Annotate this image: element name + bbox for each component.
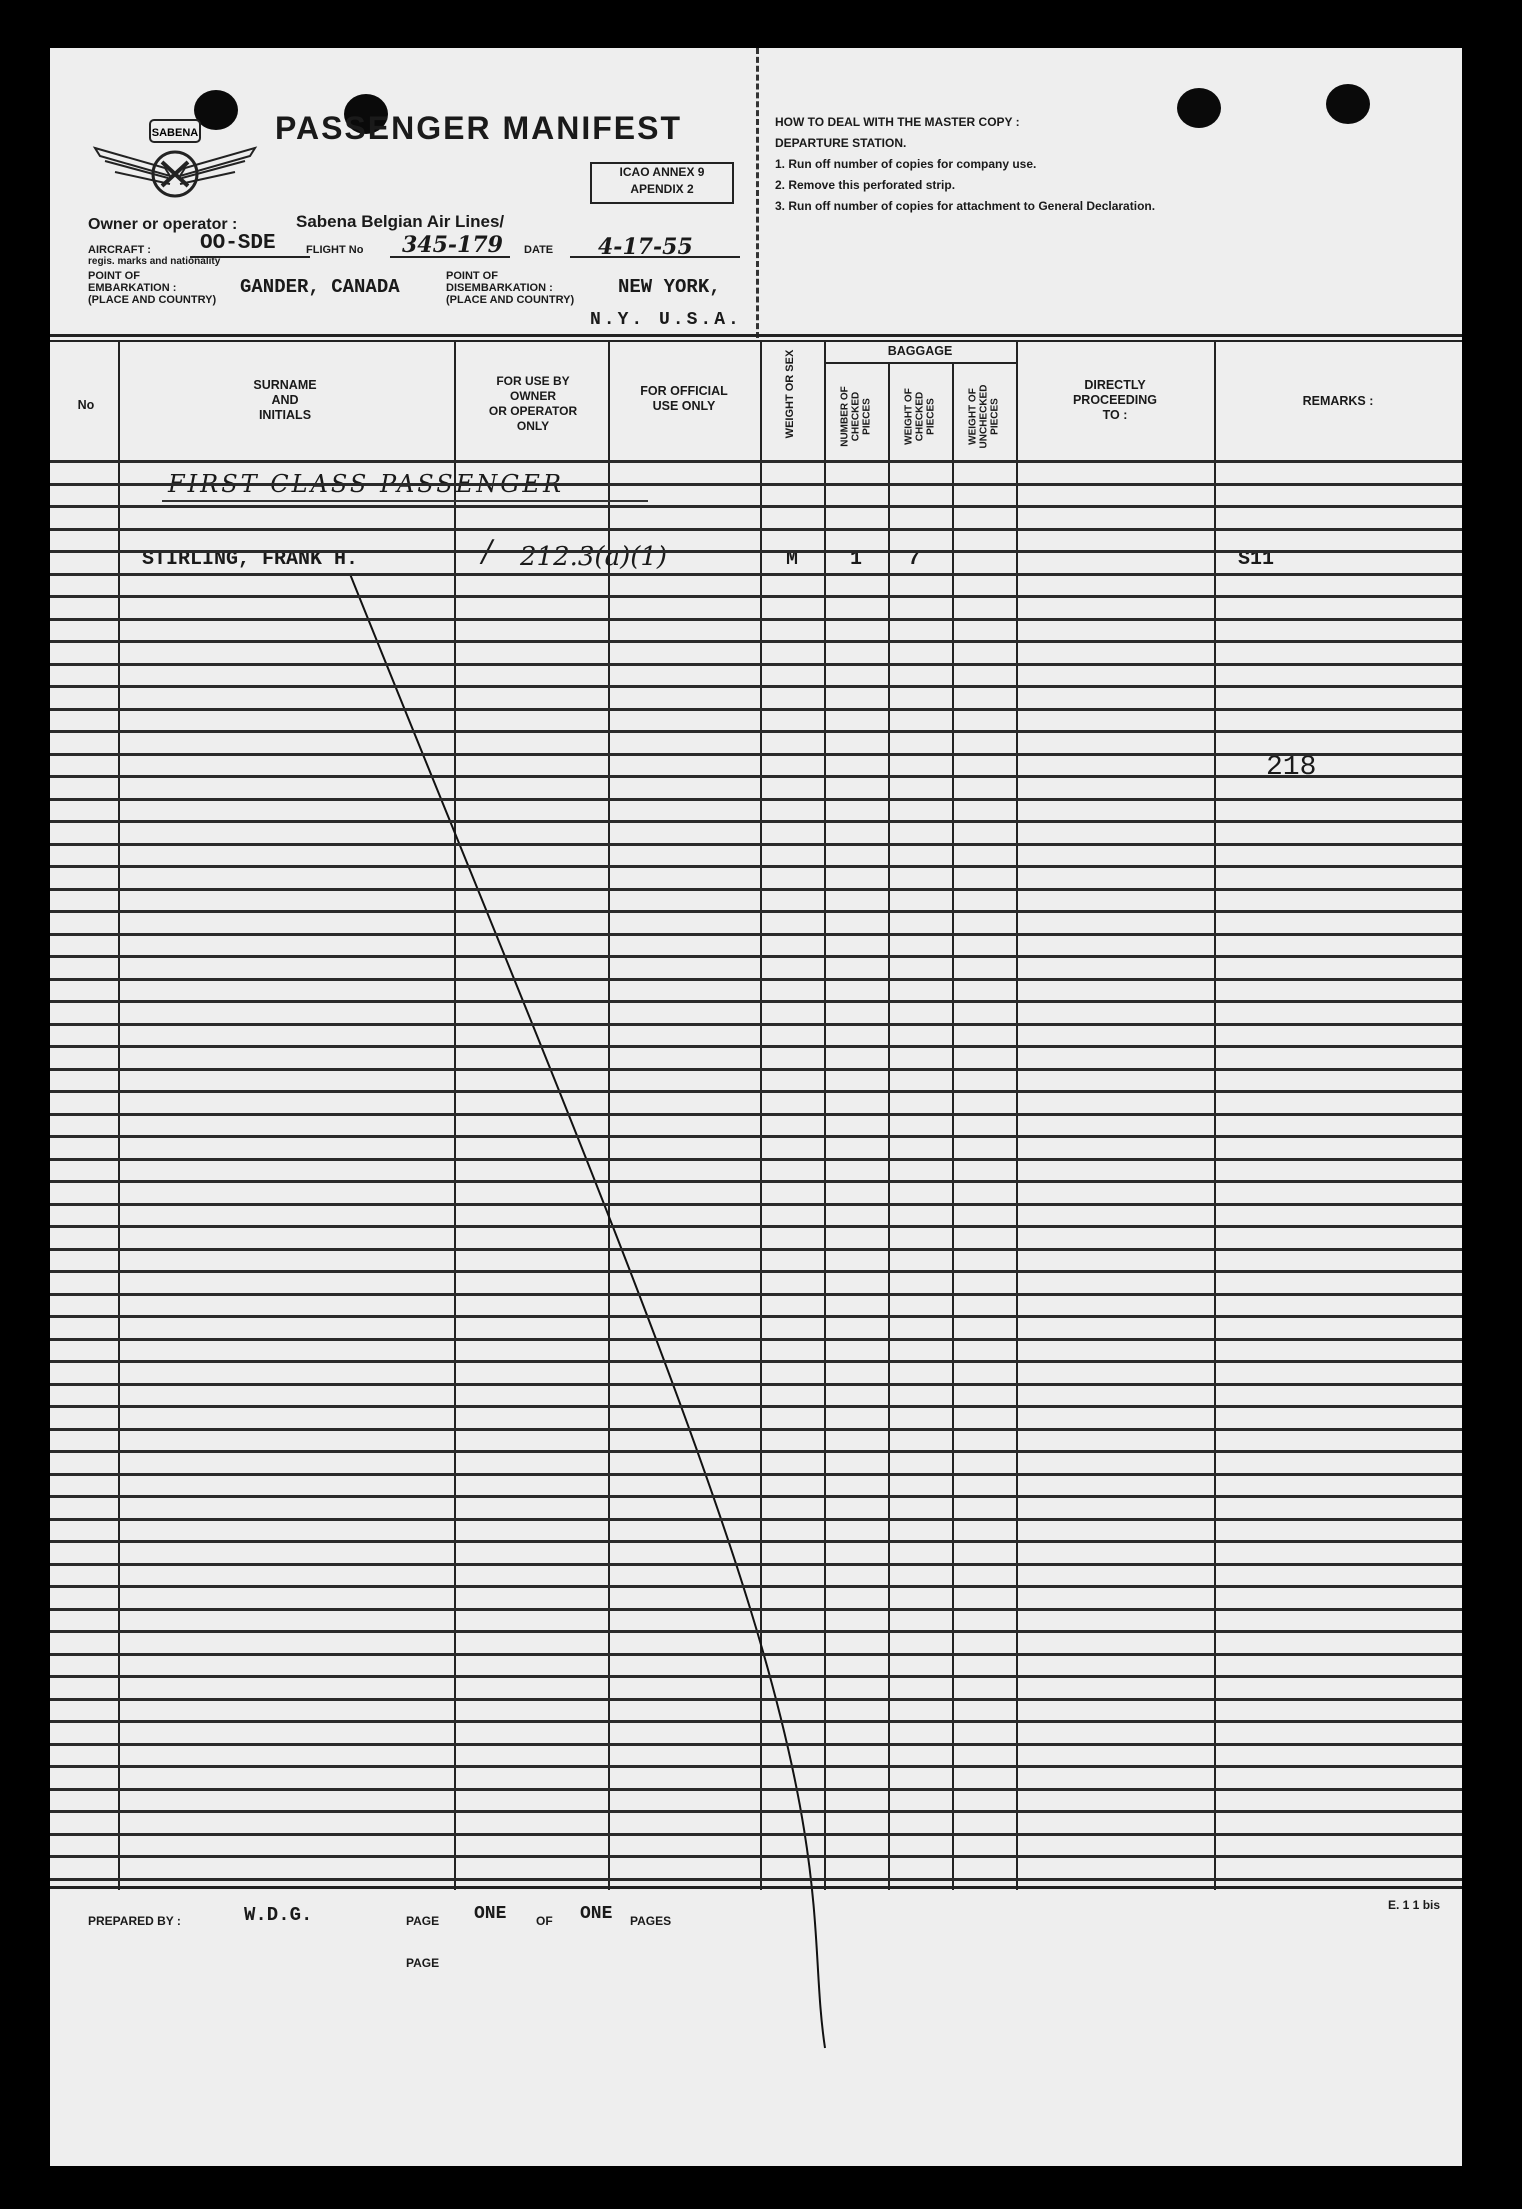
- table-row-line: [50, 1090, 1462, 1093]
- table-row-line: [50, 1450, 1462, 1453]
- table-row-line: [50, 1000, 1462, 1003]
- page-value: ONE: [474, 1904, 507, 1924]
- col-header-weight-sex: WEIGHT OR SEX: [784, 349, 796, 439]
- of-label: OF: [536, 1914, 553, 1928]
- prepared-value: W.D.G.: [244, 1904, 313, 1926]
- table-row-line: [50, 1810, 1462, 1813]
- logo-text: SABENA: [151, 127, 199, 139]
- col-header-weight-unchecked: WEIGHT OF UNCHECKED PIECES: [967, 384, 1001, 449]
- col-header-owner-use: FOR USE BY OWNER OR OPERATOR ONLY: [488, 374, 578, 433]
- table-row-line: [50, 1765, 1462, 1768]
- embark-value: GANDER, CANADA: [240, 276, 400, 298]
- table-row-line: [50, 865, 1462, 868]
- icao-line-1: ICAO ANNEX 9: [619, 165, 705, 179]
- diagonal-strike-line: [50, 48, 1462, 2166]
- col-header-official-use: FOR OFFICIAL USE ONLY: [640, 384, 728, 413]
- page-title: PASSENGER MANIFEST: [275, 110, 682, 146]
- table-row-line: [50, 1203, 1462, 1206]
- table-row-line: [50, 910, 1462, 913]
- table-row-line: [50, 483, 1462, 486]
- table-row-line: [50, 798, 1462, 801]
- embark-label-1: POINT OF: [88, 270, 140, 282]
- table-row-line: [50, 1068, 1462, 1071]
- table-row-line: [50, 843, 1462, 846]
- table-row-line: [50, 730, 1462, 733]
- instruction-line: HOW TO DEAL WITH THE MASTER COPY :: [775, 115, 1020, 129]
- table-row-line: [50, 505, 1462, 508]
- table-row-line: [50, 1045, 1462, 1048]
- embark-label-2: EMBARKATION :: [88, 282, 177, 294]
- col-header-weight-checked: WEIGHT OF CHECKED PIECES: [903, 388, 937, 445]
- table-row-line: [50, 1023, 1462, 1026]
- col-header-remarks: REMARKS :: [1302, 394, 1374, 408]
- table-row-line: [50, 888, 1462, 891]
- table-row-line: [50, 1788, 1462, 1791]
- table-row-line: [50, 460, 1462, 463]
- disembark-label-2: DISEMBARKATION :: [446, 282, 553, 294]
- table-row-line: [50, 933, 1462, 936]
- col-header-no: No: [77, 398, 95, 412]
- manifest-sheet: [50, 48, 1462, 2166]
- table-row-line: [50, 573, 1462, 576]
- num-pieces: 1: [850, 548, 863, 571]
- table-row-line: [50, 1608, 1462, 1611]
- footer-rule: [50, 1886, 1462, 1889]
- flight-value: 345-179: [402, 232, 503, 258]
- table-row-line: [50, 1473, 1462, 1476]
- table-row-line: [50, 1360, 1462, 1363]
- table-row-line: [50, 1383, 1462, 1386]
- table-row-line: [50, 640, 1462, 643]
- form-code: E. 1 1 bis: [1388, 1898, 1441, 1912]
- table-row-line: [50, 1698, 1462, 1701]
- instruction-line: DEPARTURE STATION.: [775, 136, 907, 150]
- table-row-line: [50, 1563, 1462, 1566]
- table-row-line: [50, 1113, 1462, 1116]
- col-header-surname: SURNAME AND INITIALS: [253, 378, 317, 422]
- table-row-line: [50, 1315, 1462, 1318]
- table-row-line: [50, 1855, 1462, 1858]
- page2-label: PAGE: [406, 1956, 440, 1970]
- table-row-line: [50, 1270, 1462, 1273]
- table-row-line: [50, 663, 1462, 666]
- col-header-num-checked: NUMBER OF CHECKED PIECES: [839, 386, 873, 447]
- aircraft-label: AIRCRAFT :: [88, 244, 151, 256]
- section-label: FIRST CLASS PASSENGER: [168, 470, 565, 498]
- table-row-line: [50, 1878, 1462, 1881]
- official-code: 212.3(a)(1): [520, 542, 668, 572]
- passenger-name: STIRLING, FRANK H.: [142, 548, 359, 571]
- table-row-line: [50, 753, 1462, 756]
- table-row-line: [50, 1225, 1462, 1228]
- table-row-line: [50, 1585, 1462, 1588]
- table-row-line: [50, 528, 1462, 531]
- owner-label: Owner or operator :: [88, 216, 238, 233]
- instruction-line: 2. Remove this perforated strip.: [775, 178, 956, 192]
- icao-line-2: APENDIX 2: [630, 182, 694, 196]
- passenger-remarks: S11: [1238, 548, 1275, 571]
- table-row-line: [50, 1293, 1462, 1296]
- date-label: DATE: [524, 244, 554, 256]
- owner-value: Sabena Belgian Air Lines/: [296, 212, 505, 231]
- table-row-line: [50, 1675, 1462, 1678]
- table-row-line: [50, 1743, 1462, 1746]
- pages-label: PAGES: [630, 1914, 672, 1928]
- of-value: ONE: [580, 1904, 613, 1924]
- table-row-line: [50, 1540, 1462, 1543]
- disembark-value: NEW YORK,: [618, 276, 721, 298]
- table-row-line: [50, 618, 1462, 621]
- aircraft-value: OO-SDE: [200, 232, 276, 255]
- table-row-line: [50, 1405, 1462, 1408]
- table-row-line: [50, 1338, 1462, 1341]
- table-row-line: [50, 685, 1462, 688]
- table-row-line: [50, 955, 1462, 958]
- owner-mark: /: [482, 534, 493, 569]
- table-row-line: [50, 595, 1462, 598]
- col-header-baggage: BAGGAGE: [887, 344, 953, 358]
- prepared-label: PREPARED BY :: [88, 1914, 181, 1928]
- disembark-value-2: N.Y. U.S.A.: [590, 310, 742, 330]
- col-header-proceeding: DIRECTLY PROCEEDING TO :: [1072, 378, 1158, 422]
- table-row-line: [50, 1495, 1462, 1498]
- table-row-line: [50, 550, 1462, 553]
- date-value: 4-17-55: [598, 234, 693, 260]
- table-row-line: [50, 1180, 1462, 1183]
- weight-pieces: 7: [908, 548, 921, 571]
- table-row-line: [50, 1720, 1462, 1723]
- aircraft-sub: regis. marks and nationality: [88, 256, 221, 267]
- embark-label-3: (PLACE AND COUNTRY): [88, 294, 217, 306]
- page-label: PAGE: [406, 1914, 440, 1928]
- disembark-label-1: POINT OF: [446, 270, 498, 282]
- table-row-line: [50, 775, 1462, 778]
- instruction-line: 1. Run off number of copies for company use.: [775, 157, 1037, 171]
- table-row-line: [50, 1158, 1462, 1161]
- table-row-line: [50, 820, 1462, 823]
- remarks-number: 218: [1266, 752, 1317, 783]
- flight-label: FLIGHT No: [306, 244, 364, 256]
- table-row-line: [50, 708, 1462, 711]
- table-row-line: [50, 1833, 1462, 1836]
- instruction-line: 3. Run off number of copies for attachment to General Declaration.: [775, 199, 1156, 213]
- table-row-line: [50, 1135, 1462, 1138]
- table-row-line: [50, 978, 1462, 981]
- disembark-label-3: (PLACE AND COUNTRY): [446, 294, 575, 306]
- table-row-line: [50, 1630, 1462, 1633]
- table-row-line: [50, 1653, 1462, 1656]
- table-row-line: [50, 1428, 1462, 1431]
- table-row-line: [50, 1518, 1462, 1521]
- passenger-sex: M: [786, 548, 799, 571]
- table-row-line: [50, 1248, 1462, 1251]
